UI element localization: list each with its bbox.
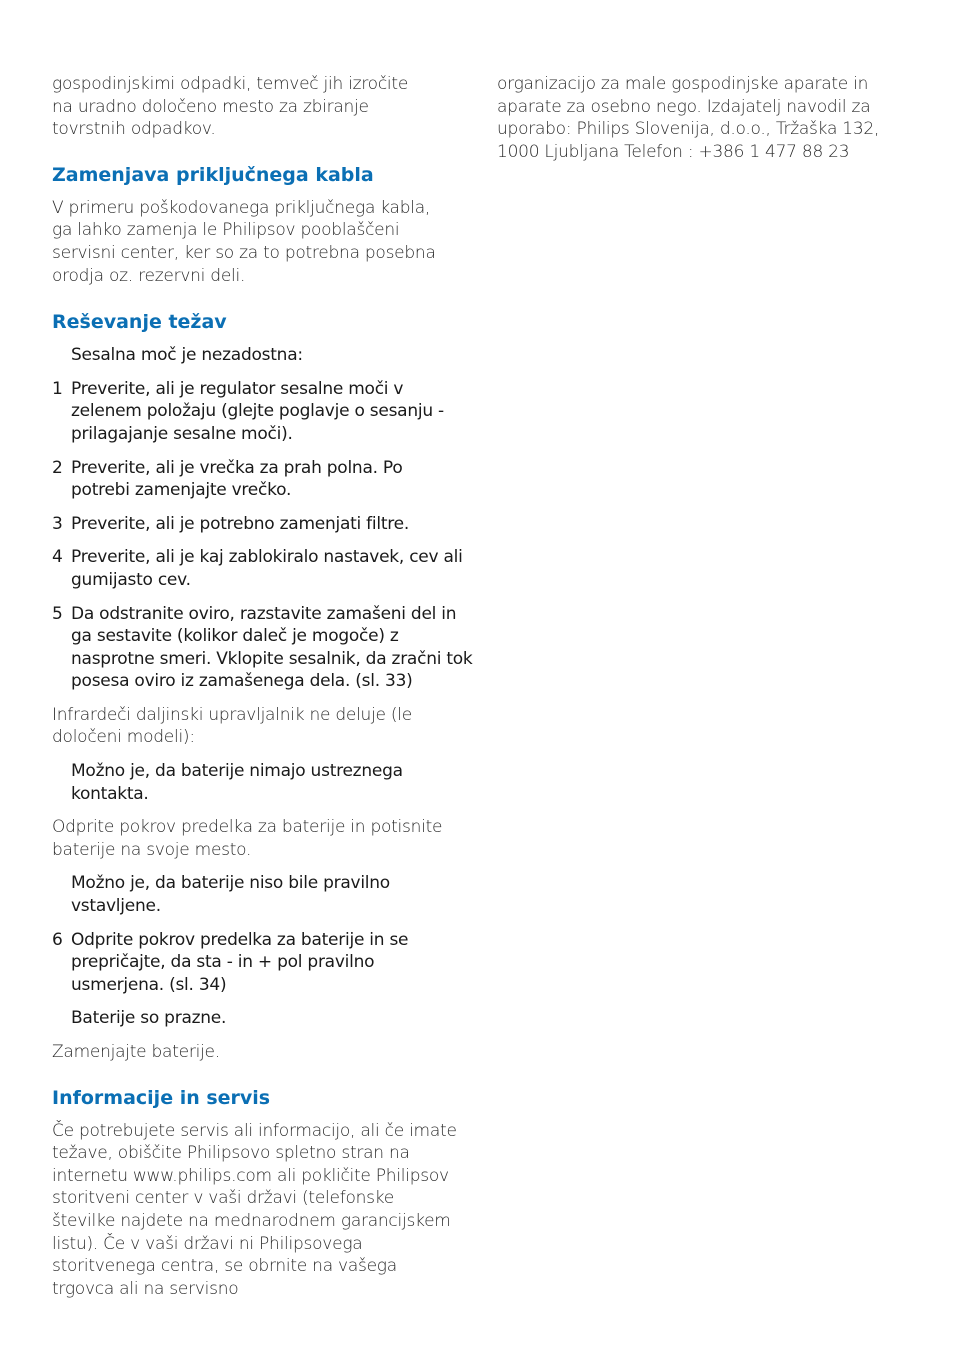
step-number: 5	[52, 603, 63, 624]
list-item	[52, 513, 471, 536]
intro-paragraph: gospodinjskimi odpadki, temveč jih izročite na uradno določeno mesto za zbiranje tovrstnih odpadkov.	[52, 74, 409, 140]
step-text: Preverite, ali je vrečka za prah polna. Po potrebi zamenjajte vrečko.	[71, 457, 403, 501]
continued-paragraph: organizacijo za male gospodinjske aparate in aparate za osebno nego. Izdajatelj navodil za uporabo: Philips Slovenija, d.o.o., Tržaška 132, 1000 Ljubljana Telefon : +386 1 477 88 23	[497, 74, 880, 162]
step-text: Preverite, ali je potrebno zamenjati filtre.	[71, 513, 409, 534]
step-number: 6	[52, 929, 63, 950]
heading-info-service: Informacije in servis	[52, 1086, 271, 1109]
step-number: 3	[52, 513, 63, 534]
list-item	[52, 546, 476, 591]
list-item	[52, 929, 446, 997]
step-text: Preverite, ali je regulator sesalne moči v zelenem položaju (glejte poglavje o sesanju - prilagajanje sesalne moči).	[71, 378, 444, 444]
step-text: Odprite pokrov predelka za baterije in se prepričajte, da sta - in + pol pravilno usmerjena. (sl. 34)	[71, 929, 409, 995]
contact-issue-label: Možno je, da baterije nimajo ustreznega kontakta.	[71, 761, 403, 804]
list-item	[52, 378, 446, 446]
open-cover-paragraph: Odprite pokrov predelka za baterije in potisnite baterije na svoje mesto.	[52, 817, 443, 860]
step-text: Da odstranite oviro, razstavite zamašeni del in ga sestavite (kolikor daleč je mogoče) z nasprotne smeri. Vklopite sesalnik, da zračni tok posesa oviro iz zamašenega dela. (sl. 33)	[71, 603, 473, 692]
remote-paragraph: Infrardeči daljinski upravljalnik ne deluje (le določeni modeli):	[52, 704, 412, 748]
right-column	[497, 73, 917, 163]
list-item	[52, 603, 476, 693]
step-number: 2	[52, 457, 63, 478]
empty-batteries-label: Baterije so prazne.	[71, 1008, 227, 1029]
step-text: Preverite, ali je kaj zablokiralo nastavek, cev ali gumijasto cev.	[71, 547, 463, 590]
heading-cable-replacement: Zamenjava priključnega kabla	[52, 163, 374, 186]
left-column	[52, 73, 473, 1300]
replace-paragraph: Zamenjajte baterije.	[52, 1042, 220, 1062]
cable-paragraph: V primeru poškodovanega priključnega kabla, ga lahko zamenja le Philipsov pooblaščeni servisni center, ker so za to potrebna posebna orodja oz. rezervni deli.	[52, 197, 436, 286]
inserted-issue-label: Možno je, da baterije niso bile pravilno vstavljene.	[71, 873, 390, 917]
suction-weak-label: Sesalna moč je nezadostna:	[71, 345, 303, 366]
info-paragraph: Če potrebujete servis ali informacijo, ali če imate težave, obiščite Philipsovo spletno stran na internetu www.philips.com ali pokličite Philipsov storitveni center v vaši državi (telefonske številke najdete na mednarodnem garancijskem listu). Če v vaši državi ni Philipsovega storitvenega centra, se obrnite na vašega trgovca ali na servisno	[52, 1120, 457, 1299]
list-item	[52, 457, 446, 502]
step-number: 4	[52, 547, 63, 568]
heading-troubleshooting: Reševanje težav	[52, 311, 227, 334]
step-number: 1	[52, 378, 63, 399]
